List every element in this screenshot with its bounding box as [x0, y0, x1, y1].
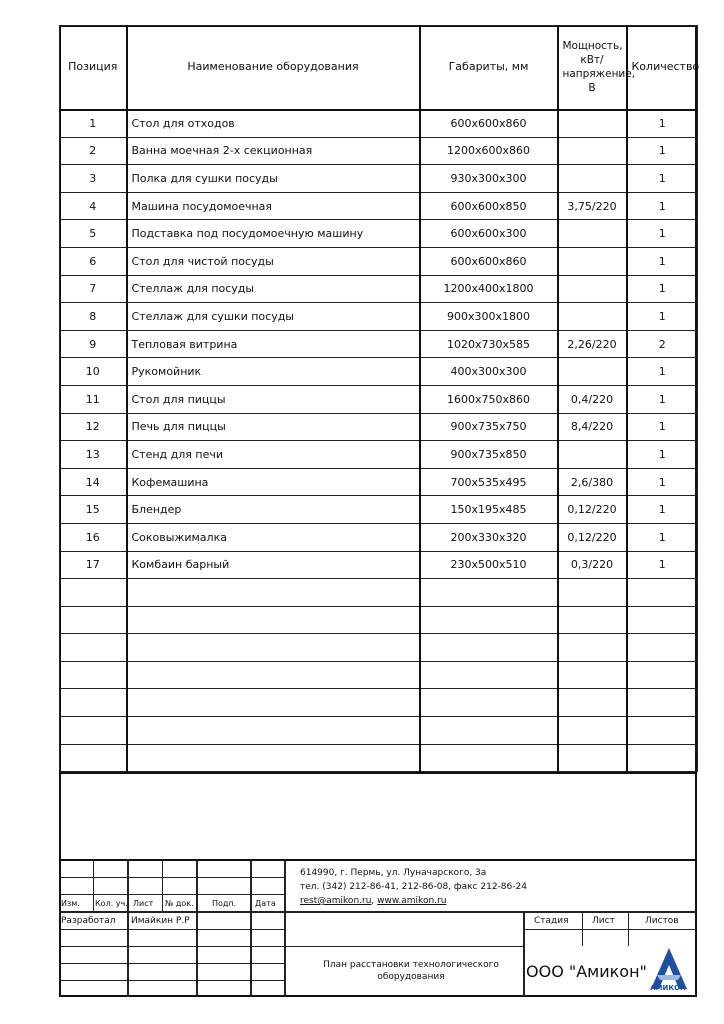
- table-header-row: [60, 26, 698, 110]
- company-name: ООО "Амикон": [526, 962, 647, 981]
- cell-name: Комбаин барный: [127, 551, 420, 579]
- cell-position: 9: [60, 330, 127, 358]
- cell-dimensions: 150х195х485: [420, 496, 558, 524]
- cell-power: [558, 247, 627, 275]
- cell-quantity: [627, 606, 698, 634]
- cell-power: [558, 744, 627, 772]
- email-link[interactable]: rest@amikon.ru: [300, 896, 372, 906]
- table-row: [60, 551, 698, 579]
- cell-name: Стол для пиццы: [127, 385, 420, 413]
- table-row: [60, 468, 698, 496]
- table-row: [60, 441, 698, 469]
- cell-quantity: 1: [627, 468, 698, 496]
- cell-power: [558, 275, 627, 303]
- address-line-1: 614990, г. Пермь, ул. Луначарского, 3а: [300, 868, 487, 878]
- cell-name: [127, 579, 420, 607]
- header-name: Наименование оборудования: [127, 26, 420, 110]
- cell-position: 10: [60, 358, 127, 386]
- cell-quantity: [627, 634, 698, 662]
- cell-dimensions: 1600х750х860: [420, 385, 558, 413]
- table-row: [60, 579, 698, 607]
- cell-power: [558, 303, 627, 331]
- cell-position: 13: [60, 441, 127, 469]
- cell-quantity: 1: [627, 385, 698, 413]
- cell-position: [60, 744, 127, 772]
- cell-quantity: 1: [627, 551, 698, 579]
- table-row: [60, 137, 698, 165]
- table-row: [60, 358, 698, 386]
- cell-quantity: [627, 744, 698, 772]
- cell-name: Соковыжималка: [127, 523, 420, 551]
- cell-position: [60, 579, 127, 607]
- sheet-label: Лист: [592, 916, 615, 926]
- header-power: Мощность, кВт/ напряжение, В: [558, 26, 627, 110]
- table-row: [60, 496, 698, 524]
- cell-dimensions: 930х300х300: [420, 165, 558, 193]
- cell-dimensions: [420, 744, 558, 772]
- col-ndok: № док.: [165, 899, 194, 908]
- col-podp: Подп.: [212, 899, 237, 908]
- cell-position: 15: [60, 496, 127, 524]
- developer-name: Имайкин Р.Р: [131, 916, 190, 926]
- cell-dimensions: [420, 579, 558, 607]
- cell-position: 3: [60, 165, 127, 193]
- cell-power: [558, 717, 627, 745]
- developed-label: Разработал: [61, 916, 116, 926]
- cell-power: 2,6/380: [558, 468, 627, 496]
- cell-name: Машина посудомоечная: [127, 192, 420, 220]
- cell-dimensions: [420, 717, 558, 745]
- cell-power: [558, 689, 627, 717]
- contact-links: [300, 895, 446, 907]
- table-row: [60, 330, 698, 358]
- table-row: [60, 247, 698, 275]
- cell-power: 0,12/220: [558, 523, 627, 551]
- cell-power: 0,4/220: [558, 385, 627, 413]
- cell-position: 6: [60, 247, 127, 275]
- cell-position: 2: [60, 137, 127, 165]
- table-row: [60, 110, 698, 138]
- table-row: [60, 220, 698, 248]
- cell-dimensions: 700х535х495: [420, 468, 558, 496]
- cell-name: Стол для отходов: [127, 110, 420, 138]
- cell-dimensions: 600х600х860: [420, 110, 558, 138]
- col-izm: Изм.: [61, 899, 80, 908]
- cell-name: [127, 606, 420, 634]
- cell-quantity: 1: [627, 110, 698, 138]
- table-row: [60, 689, 698, 717]
- cell-name: [127, 634, 420, 662]
- cell-quantity: 1: [627, 496, 698, 524]
- cell-dimensions: [420, 634, 558, 662]
- table-row: [60, 303, 698, 331]
- table-row: [60, 606, 698, 634]
- cell-dimensions: 900х735х750: [420, 413, 558, 441]
- cell-power: [558, 579, 627, 607]
- cell-position: 14: [60, 468, 127, 496]
- cell-position: 7: [60, 275, 127, 303]
- website-link[interactable]: www.amikon.ru: [377, 896, 447, 906]
- cell-name: [127, 689, 420, 717]
- cell-power: 2,26/220: [558, 330, 627, 358]
- cell-dimensions: 900х735х850: [420, 441, 558, 469]
- cell-name: Ванна моечная 2-х секционная: [127, 137, 420, 165]
- cell-position: 5: [60, 220, 127, 248]
- cell-quantity: 1: [627, 165, 698, 193]
- header-dimensions: Габариты, мм: [420, 26, 558, 110]
- cell-dimensions: 1200х400х1800: [420, 275, 558, 303]
- cell-power: [558, 110, 627, 138]
- cell-dimensions: 600х600х860: [420, 247, 558, 275]
- drawing-title: План расстановки технологического оборудования: [323, 960, 499, 982]
- cell-name: Блендер: [127, 496, 420, 524]
- cell-name: Стенд для печи: [127, 441, 420, 469]
- table-row: [60, 661, 698, 689]
- cell-name: Полка для сушки посуды: [127, 165, 420, 193]
- table-row: [60, 413, 698, 441]
- cell-quantity: 1: [627, 275, 698, 303]
- cell-quantity: 1: [627, 247, 698, 275]
- cell-position: [60, 717, 127, 745]
- col-kol: Кол. уч.: [95, 899, 128, 908]
- table-row: [60, 744, 698, 772]
- cell-dimensions: 600х600х300: [420, 220, 558, 248]
- cell-quantity: 1: [627, 137, 698, 165]
- col-list: Лист: [133, 899, 154, 908]
- cell-quantity: 1: [627, 358, 698, 386]
- cell-name: [127, 661, 420, 689]
- cell-name: [127, 717, 420, 745]
- cell-quantity: 1: [627, 192, 698, 220]
- table-row: [60, 385, 698, 413]
- cell-dimensions: 1200х600х860: [420, 137, 558, 165]
- cell-quantity: 1: [627, 523, 698, 551]
- table-row: [60, 275, 698, 303]
- cell-dimensions: 1020х730х585: [420, 330, 558, 358]
- cell-name: [127, 744, 420, 772]
- cell-position: 1: [60, 110, 127, 138]
- col-data: Дата: [255, 899, 276, 908]
- cell-position: 8: [60, 303, 127, 331]
- cell-dimensions: 600х600х850: [420, 192, 558, 220]
- table-row: [60, 192, 698, 220]
- cell-quantity: 2: [627, 330, 698, 358]
- cell-position: 16: [60, 523, 127, 551]
- cell-name: Стеллаж для посуды: [127, 275, 420, 303]
- cell-power: [558, 661, 627, 689]
- cell-dimensions: [420, 661, 558, 689]
- address-line-2: тел. (342) 212-86-41, 212-86-08, факс 212-86-24: [300, 882, 527, 892]
- cell-dimensions: 200х330х320: [420, 523, 558, 551]
- table-row: [60, 165, 698, 193]
- cell-position: 11: [60, 385, 127, 413]
- cell-position: [60, 661, 127, 689]
- cell-name: Тепловая витрина: [127, 330, 420, 358]
- cell-dimensions: [420, 689, 558, 717]
- header-position: Позиция: [60, 26, 127, 110]
- cell-quantity: [627, 689, 698, 717]
- cell-name: Печь для пиццы: [127, 413, 420, 441]
- contact-separator: ,: [371, 896, 378, 906]
- cell-quantity: [627, 661, 698, 689]
- title-block-top-border: [59, 859, 697, 861]
- cell-power: [558, 220, 627, 248]
- cell-power: [558, 634, 627, 662]
- cell-quantity: [627, 579, 698, 607]
- sheets-label: Листов: [645, 916, 679, 926]
- cell-power: 0,3/220: [558, 551, 627, 579]
- stage-label: Стадия: [534, 916, 569, 926]
- cell-power: 0,12/220: [558, 496, 627, 524]
- cell-name: Подставка под посудомоечную машину: [127, 220, 420, 248]
- cell-name: Стол для чистой посуды: [127, 247, 420, 275]
- cell-dimensions: 400х300х300: [420, 358, 558, 386]
- logo-text: АМИКОН: [650, 984, 686, 992]
- cell-quantity: 1: [627, 220, 698, 248]
- cell-quantity: 1: [627, 441, 698, 469]
- cell-power: [558, 358, 627, 386]
- cell-name: Кофемашина: [127, 468, 420, 496]
- table-row: [60, 634, 698, 662]
- cell-quantity: 1: [627, 413, 698, 441]
- cell-position: 4: [60, 192, 127, 220]
- cell-quantity: [627, 717, 698, 745]
- cell-power: [558, 441, 627, 469]
- cell-position: 17: [60, 551, 127, 579]
- cell-position: [60, 606, 127, 634]
- cell-power: 8,4/220: [558, 413, 627, 441]
- table-row: [60, 523, 698, 551]
- cell-power: [558, 165, 627, 193]
- cell-power: [558, 606, 627, 634]
- cell-quantity: 1: [627, 303, 698, 331]
- cell-name: Рукомойник: [127, 358, 420, 386]
- cell-position: 12: [60, 413, 127, 441]
- company-logo: [645, 945, 691, 991]
- cell-name: Стеллаж для сушки посуды: [127, 303, 420, 331]
- cell-dimensions: 230х500х510: [420, 551, 558, 579]
- cell-dimensions: 900х300х1800: [420, 303, 558, 331]
- cell-dimensions: [420, 606, 558, 634]
- equipment-table: [59, 25, 698, 772]
- table-bottom-border: [59, 772, 697, 774]
- cell-position: [60, 634, 127, 662]
- cell-power: [558, 137, 627, 165]
- table-row: [60, 717, 698, 745]
- cell-position: [60, 689, 127, 717]
- cell-power: 3,75/220: [558, 192, 627, 220]
- header-quantity: Количество: [627, 26, 698, 110]
